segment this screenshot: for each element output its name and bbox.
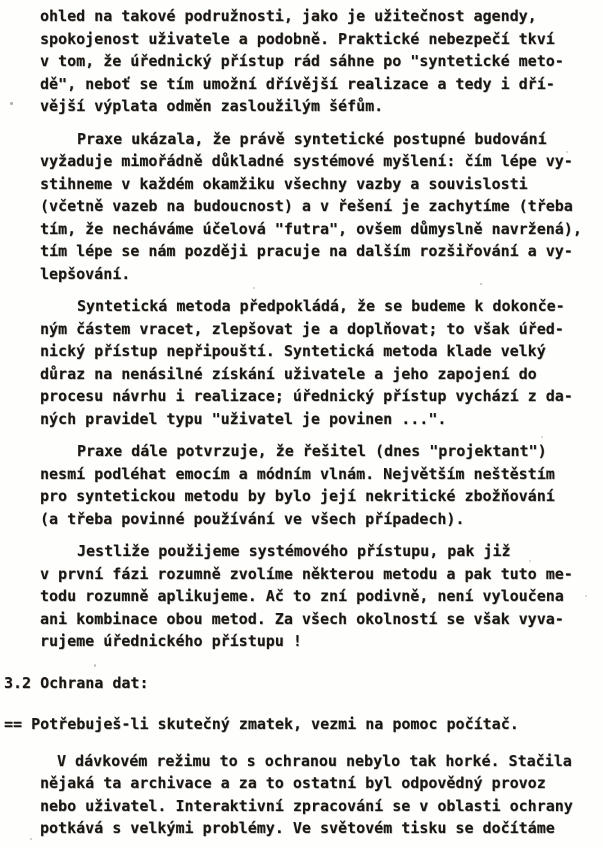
text-line: vější výplata odměn zasloužilým šéfům. [40, 97, 384, 115]
text-line: tím, že necháváme účelová "futra", ovšem důmyslně navržená), [40, 219, 582, 238]
text-line: rujeme úřednického přístupu ! [40, 632, 302, 650]
paragraph [40, 750, 603, 840]
text-line: v tom, že úřednický přístup rád sáhne po "syntetické meto- [40, 52, 564, 70]
scan-speckle [566, 151, 568, 153]
text-line: procesu návrhu i realizace; úřednický přístup vychází z da- [40, 387, 573, 405]
text-line: vyžaduje mimořádně důkladné systémové myšlení: čím lépe vy- [40, 152, 573, 170]
text-line: Jestliže použijeme systémového přístupu, pak již [77, 542, 511, 560]
scan-speckle [480, 283, 482, 285]
text-line: stihneme v každém okamžiku všechny vazby a souvislosti [40, 174, 528, 193]
scan-speckle [10, 102, 13, 105]
text-line: Syntetická metoda předpokládá, že se budeme k dokonče- [77, 297, 565, 315]
text-line: ani kombinace obou metod. Za všech okolností se však vyva- [40, 609, 564, 628]
scan-speckle [253, 287, 255, 289]
text-line: dě", neboť se tím umožní dřívější realizace a tedy i dří- [40, 74, 555, 93]
paragraph [40, 295, 603, 430]
scan-speckle [94, 664, 96, 667]
text-line: pro syntetickou metodu by bylo její nekritické zbožňování [40, 487, 555, 505]
text-line: spokojenost uživatele a podobně. Praktické nebezpečí tkví [40, 29, 555, 48]
text-line: (včetně vazeb na budoucnost) a v řešení je zachytíme (třeba [40, 197, 573, 215]
scan-speckle [541, 436, 543, 438]
text-line: ohled na takové podružnosti, jako je užitečnost agendy, [40, 7, 537, 25]
paragraph [40, 440, 603, 530]
scan-speckle [529, 560, 531, 562]
scan-speckle [585, 595, 587, 597]
text-line: ným částem vracet, zlepšovat je a doplňovat; to však úřed- [40, 319, 564, 338]
text-line: důraz na nenásilné získání uživatele a jeho zapojení do [40, 364, 537, 383]
section-heading: 3.2 Ochrana dat: [4, 673, 149, 692]
text-line: lepšování. [40, 264, 131, 283]
text-line: V dávkovém režimu to s ochranou nebylo tak horké. Stačila [57, 751, 572, 770]
text-line: nesmí podléhat emocím a módním vlnám. Největším neštěstím [40, 464, 555, 483]
text-line: tím lépe se nám později pracuje na dalším rozšiřování a vy- [40, 242, 573, 260]
scan-speckle [30, 838, 32, 840]
text-line: nebo uživatel. Interaktivní zpracování se v oblasti ochrany [40, 796, 573, 815]
text-line: todu rozumně aplikujeme. Ač to zní podivně, není vyloučena [40, 587, 564, 605]
text-line: nějaká ta archivace a za to ostatní byl odpovědný provoz [40, 774, 546, 792]
text-line: potkává s velkými problémy. Ve světovém tisku se dočítáme [40, 819, 555, 837]
paragraph [40, 540, 603, 653]
text-line: Praxe ukázala, že právě syntetické postupné budování [77, 129, 547, 148]
motto-line: == Potřebuješ-li skutečný zmatek, vezmi na pomoc počítač. [4, 715, 519, 733]
text-line: ných pravidel typu "uživatel je povinen ...". [40, 409, 447, 428]
paragraph [40, 128, 603, 286]
paragraph [40, 5, 603, 118]
text-line: Praxe dále potvrzuje, že řešitel (dnes "projektant") [77, 442, 547, 460]
text-line: nický přístup nepřipouští. Syntetická metoda klade velký [40, 342, 546, 360]
text-line: v první fázi rozumně zvolíme některou metodu a pak tuto me- [40, 564, 573, 583]
text-line: (a třeba povinné používání ve všech případech). [40, 509, 465, 528]
